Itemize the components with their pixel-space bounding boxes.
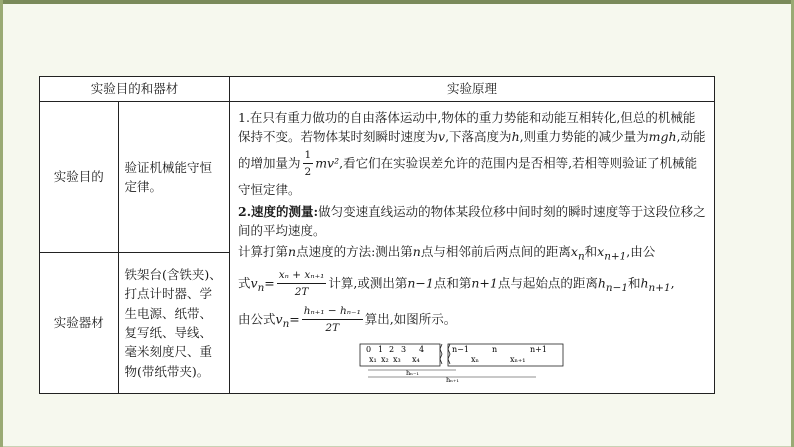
purpose-row (40, 102, 715, 253)
principle-paragraph-2: 2.速度的测量:做匀变速直线运动的物体某段位移中间时刻的瞬时速度等于这段位移之间的平均速度。 (238, 203, 706, 239)
point-label: n (492, 345, 498, 355)
h-lower-label: hₙ₋₁ (406, 369, 420, 378)
interval-label: x₃ (393, 355, 401, 365)
purpose-label: 实验目的 (40, 102, 119, 253)
point-label: 3 (401, 345, 407, 355)
interval-label: xₙ (471, 355, 479, 365)
velocity-fraction-1: $\frac{\text{xₙ + xₙ₊₁}}{2T}$ (278, 269, 325, 299)
point-label: 1 (378, 345, 384, 355)
point-label: 4 (419, 345, 425, 355)
point-label: n+1 (530, 345, 547, 355)
point-label: 0 (366, 345, 372, 355)
equipment-text: 铁架台(含铁夹)、打点计时器、学生电源、纸带、复写纸、导线、毫米刻度尺、重物(带纸带夹)。 (118, 253, 229, 394)
principle-paragraph-5: 由公式$v_n=$ $\frac{\text{hₙ₊₁ − hₙ₋₁}}{2T}$ 算出,如图所示。 (238, 303, 706, 337)
header-principle: 实验原理 (230, 77, 715, 102)
interval-label: xₙ₊₁ (510, 355, 526, 365)
principle-paragraph-1: 1.在只有重力做功的自由落体运动中,物体的重力势能和动能互相转化,但总的机械能保持不变。若物体某时刻瞬时速度为v,下落高度为h,则重力势能的减少量为mgh,动能的增加量为 $\frac{1}{2}$ mv²,看它们在实验误差允许的范围内是否相等,若相等则验证了机械能守恒定律。 (238, 110, 706, 198)
slide-left-accent (0, 0, 3, 447)
principle-paragraph-3: 计算打第n点速度的方法:测出第n点与相邻前后两点间的距离$x_n$和$x_{n+1}$,由公 (238, 244, 656, 263)
header-purpose-equipment: 实验目的和器材 (40, 77, 230, 102)
table-header-row (40, 77, 715, 102)
velocity-fraction-2: $\frac{\text{hₙ₊₁ − hₙ₋₁}}{2T}$ (303, 304, 361, 334)
tape-interval-labels (369, 355, 420, 364)
point-label: n−1 (452, 345, 469, 355)
h-upper-label: hₙ₊₁ (446, 376, 460, 383)
interval-label: x₂ (381, 355, 389, 365)
interval-label: x₁ (369, 355, 377, 365)
paper-tape-diagram (358, 342, 568, 382)
point-label: 2 (389, 345, 395, 355)
equipment-label: 实验器材 (40, 253, 119, 394)
principle-cell (230, 102, 715, 394)
half-fraction: $\frac{1}{2}$ (304, 148, 312, 179)
principle-paragraph-4: 式$v_n=$ $\frac{\text{xₙ + xₙ₊₁}}{2T}$ 计算,或测出第n−1点和第n+1点与起始点的距离$h_{n-1}$和$h_{n+1}$, (238, 267, 706, 301)
interval-label: x₄ (412, 355, 420, 365)
purpose-text: 验证机械能守恒定律。 (118, 102, 229, 253)
experiment-table (39, 76, 715, 394)
slide-top-accent (0, 0, 794, 4)
